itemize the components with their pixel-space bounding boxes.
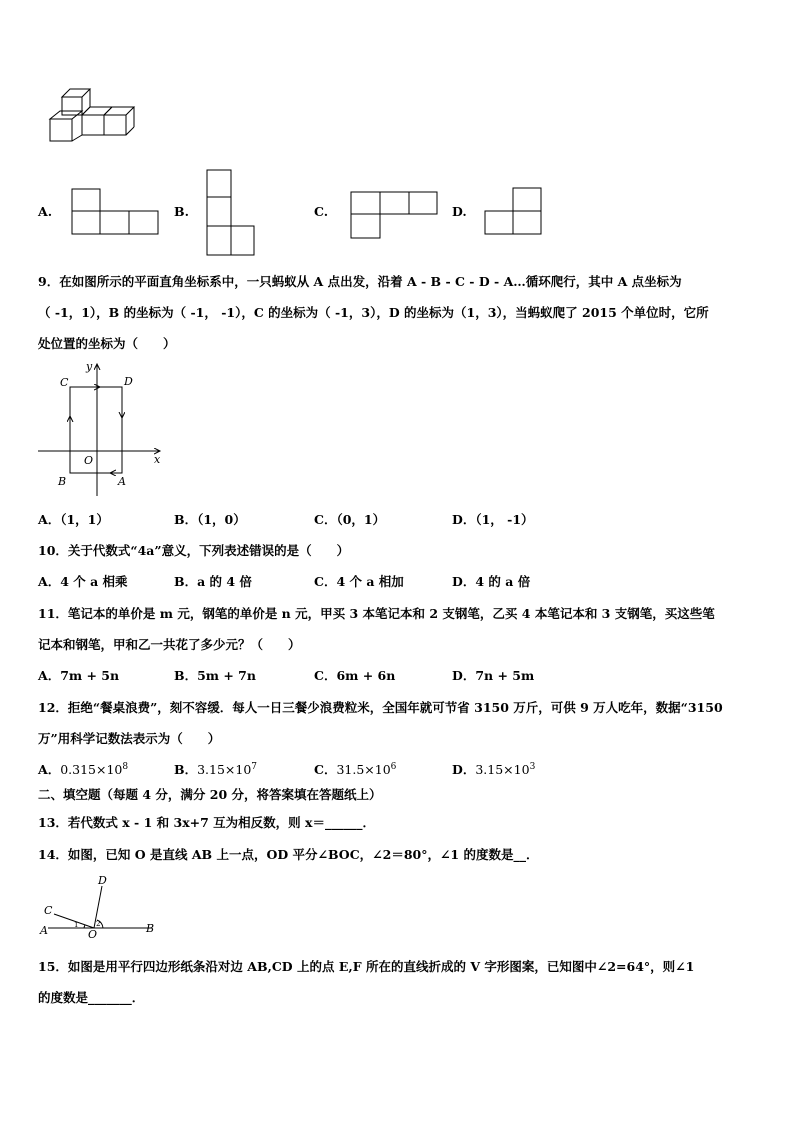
q12-option-c-label: C． — [314, 762, 337, 777]
q11-option-b[interactable]: B．5m + 7n — [174, 668, 256, 683]
q8-option-b-label[interactable]: B. — [174, 204, 189, 219]
q11-option-c[interactable]: C．6m + 6n — [314, 668, 396, 683]
q14-fig-d-label: D — [98, 874, 107, 887]
q14-stem: 14．如图，已知 O 是直线 AB 上一点，OD 平分∠BOC，∠2＝80°，∠1 的度数是__． — [38, 847, 539, 862]
q12-option-b-exp: 7 — [251, 761, 258, 772]
q12-option-a-base: 0.315×10 — [60, 762, 123, 777]
q8-option-d-label[interactable]: D. — [452, 204, 467, 219]
q9-option-b[interactable]: B．（1，0） — [174, 512, 246, 527]
q9-fig-d-label: D — [124, 375, 133, 388]
q10-option-b[interactable]: B．a 的 4 倍 — [174, 574, 252, 589]
q8-option-c-net — [349, 192, 441, 242]
q9-fig-c-label: C — [60, 376, 69, 389]
q10-option-a[interactable]: A．4 个 a 相乘 — [38, 574, 128, 589]
q9-fig-y-label: y — [86, 360, 93, 373]
section-2-heading: 二、填空题（每题 4 分，满分 20 分，将答案填在答题纸上） — [38, 787, 382, 802]
q14-fig-c-label: C — [44, 904, 53, 917]
q9-fig-x-label: x — [154, 453, 161, 466]
q9-fig-b-label: B — [58, 475, 67, 488]
q8-option-a-label[interactable]: A. — [38, 204, 53, 219]
q8-option-a-net — [72, 189, 162, 239]
q14-angle-figure — [36, 870, 160, 940]
q12-option-b-label: B． — [174, 762, 198, 777]
q12-option-a-label: A． — [38, 762, 61, 777]
q12-line-1: 12．拒绝“餐桌浪费”，刻不容缓．每人一日三餐少浪费粒米，全国年就可节省 3150 万斤，可供 9 万人吃年，数据“3150 — [38, 700, 723, 715]
q14-fig-o-label: O — [88, 928, 98, 941]
q8-option-c-label[interactable]: C. — [314, 204, 329, 219]
q12-option-d-exp: 3 — [529, 761, 536, 772]
q9-line-3: 处位置的坐标为（ ） — [38, 336, 176, 351]
q10-stem: 10．关于代数式“4a”意义，下列表述错误的是（ ） — [38, 543, 350, 558]
q14-fig-angle-1-label: 1 — [74, 921, 79, 929]
q10-option-c[interactable]: C．4 个 a 相加 — [314, 574, 404, 589]
q9-coordinate-figure — [36, 360, 176, 502]
q12-line-2: 万”用科学记数法表示为（ ） — [38, 731, 221, 746]
q11-option-a[interactable]: A．7m + 5n — [38, 668, 120, 683]
q12-option-a[interactable] — [38, 760, 128, 778]
q9-fig-o-label: O — [84, 454, 94, 467]
q14-fig-angle-2-label: 2 — [96, 920, 101, 928]
q12-option-b[interactable] — [174, 760, 257, 778]
q11-line-1: 11．笔记本的单价是 m 元，钢笔的单价是 n 元，甲买 3 本笔记本和 2 支钢笔，乙买 4 本笔记本和 3 支钢笔，买这些笔 — [38, 606, 715, 621]
q11-option-d[interactable]: D．7n + 5m — [452, 668, 535, 683]
q12-option-c[interactable] — [314, 760, 396, 778]
q14-fig-a-label: A — [40, 924, 48, 937]
q10-option-d[interactable]: D．4 的 a 倍 — [452, 574, 531, 589]
q12-option-d-base: 3.15×10 — [475, 762, 530, 777]
q12-option-c-exp: 6 — [390, 761, 397, 772]
q13-stem: 13．若代数式 x - 1 和 3x+7 互为相反数，则 x＝______． — [38, 815, 375, 830]
cube-stack-figure — [40, 80, 140, 150]
q9-option-d[interactable]: D．（1， -1） — [452, 512, 534, 527]
q8-option-d-net — [484, 188, 546, 238]
q11-line-2: 记本和钢笔，甲和乙一共花了多少元？（ ） — [38, 637, 301, 652]
q15-line-2: 的度数是_______． — [38, 990, 145, 1005]
q12-option-b-base: 3.15×10 — [197, 762, 252, 777]
q9-line-1: 9．在如图所示的平面直角坐标系中，一只蚂蚁从 A 点出发，沿着 A - B - C - D - A…循环爬行，其中 A 点坐标为 — [38, 274, 682, 289]
q15-line-1: 15．如图是用平行四边形纸条沿对边 AB,CD 上的点 E,F 所在的直线折成的 V 字形图案，已知图中∠2=64°，则∠1 — [38, 959, 695, 974]
q9-option-a[interactable]: A．（1，1） — [38, 512, 109, 527]
q9-line-2: （ -1，1），B 的坐标为（ -1， -1），C 的坐标为（ -1，3），D 的坐标为（1，3），当蚂蚁爬了 2015 个单位时，它所 — [38, 305, 709, 320]
q14-fig-b-label: B — [146, 922, 155, 935]
q12-option-d[interactable] — [452, 760, 535, 778]
q9-fig-a-label: A — [118, 475, 126, 488]
q12-option-d-label: D． — [452, 762, 476, 777]
q12-option-a-exp: 8 — [122, 761, 129, 772]
q8-option-b-net — [207, 170, 257, 258]
q9-option-c[interactable]: C．（0，1） — [314, 512, 386, 527]
q12-option-c-base: 31.5×10 — [336, 762, 391, 777]
